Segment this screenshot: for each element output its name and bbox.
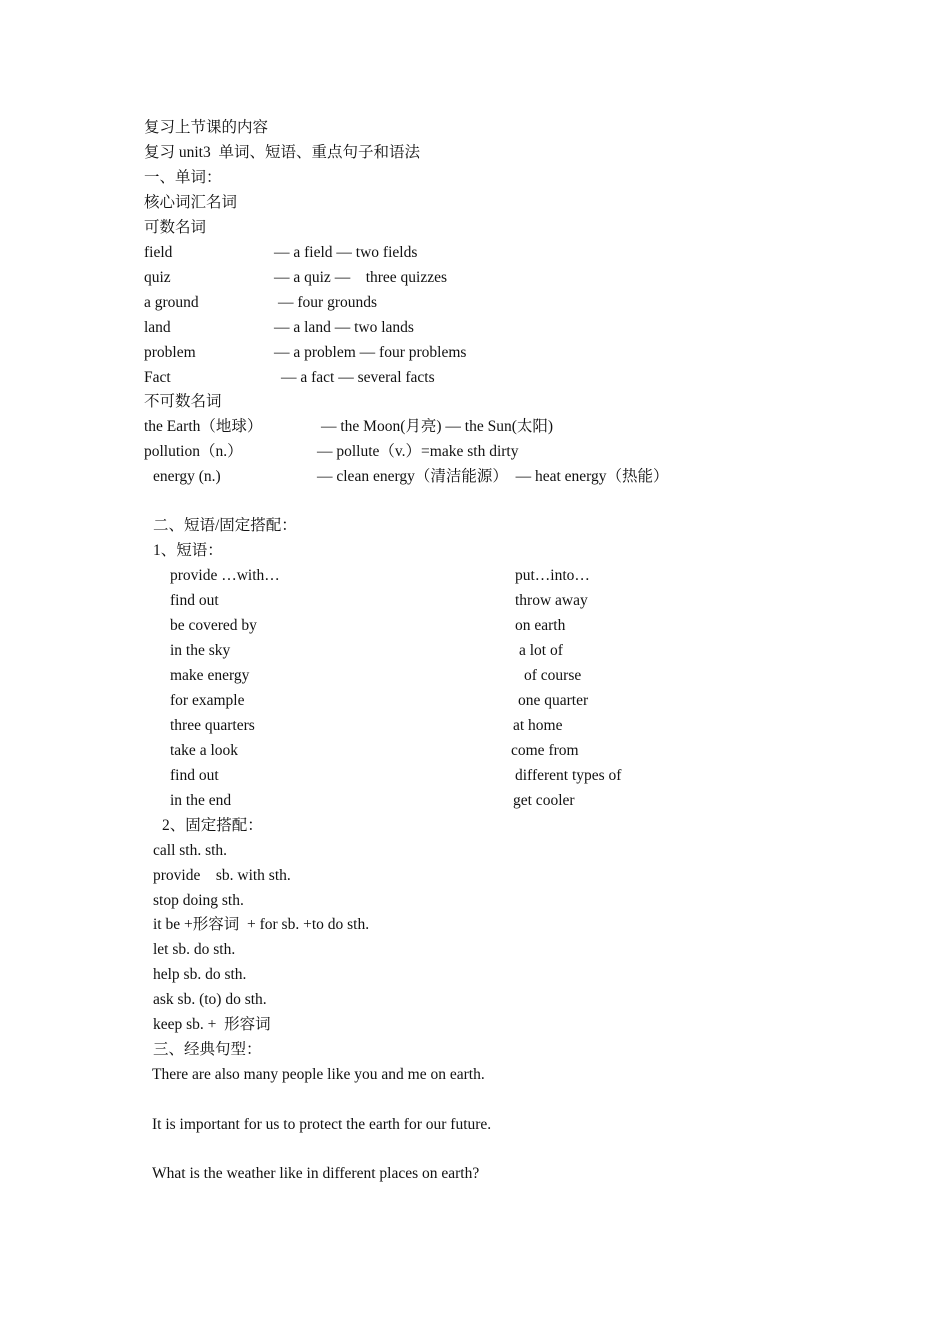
collocation-item: ask sb. (to) do sth. <box>153 991 267 1008</box>
section2-heading: 二、短语/固定搭配： <box>153 517 297 534</box>
uncountable-word: energy (n.) <box>153 468 221 485</box>
phrases-heading: 1、短语： <box>153 542 223 559</box>
phrase-right: put…into… <box>515 567 590 584</box>
uncountable-word: the Earth（地球） <box>144 418 263 435</box>
collocations-heading: 2、固定搭配： <box>162 817 263 834</box>
sentence-item: There are also many people like you and me on earth. <box>152 1066 485 1083</box>
countable-word: a ground <box>144 294 199 311</box>
phrase-right: a lot of <box>519 642 563 659</box>
phrase-right: of course <box>524 667 582 684</box>
collocation-item: provide sb. with sth. <box>153 867 291 884</box>
collocation-item: let sb. do sth. <box>153 941 236 958</box>
countable-forms: — a quiz — three quizzes <box>274 269 448 286</box>
phrase-right: at home <box>513 717 563 734</box>
phrase-left: find out <box>170 592 219 609</box>
uncountable-word: pollution（n.） <box>144 443 243 460</box>
phrase-right: one quarter <box>518 692 589 709</box>
phrase-left: in the end <box>170 792 232 809</box>
countable-forms: — a problem — four problems <box>274 344 467 361</box>
section1-heading: 一、单词： <box>144 169 222 186</box>
phrase-left: in the sky <box>170 642 231 659</box>
sentence-item: What is the weather like in different places on earth? <box>152 1165 480 1182</box>
phrase-right: different types of <box>515 767 622 784</box>
phrase-left: be covered by <box>170 617 257 634</box>
uncountable-heading: 不可数名词 <box>144 393 222 410</box>
countable-word: Fact <box>144 369 171 386</box>
phrase-right: throw away <box>515 592 588 609</box>
countable-heading: 可数名词 <box>144 219 207 236</box>
collocation-item: stop doing sth. <box>153 892 244 909</box>
uncountable-forms: — the Moon(月亮) — the Sun(太阳) <box>321 418 554 435</box>
phrase-right: on earth <box>515 617 566 634</box>
countable-forms: — a fact — several facts <box>281 369 435 386</box>
countable-forms: — four grounds <box>278 294 378 311</box>
collocation-item: it be +形容词 + for sb. +to do sth. <box>153 916 370 933</box>
countable-forms: — a land — two lands <box>274 319 414 336</box>
review-title: 复习上节课的内容 <box>144 119 269 136</box>
collocation-item: help sb. do sth. <box>153 966 247 983</box>
unit-title: 复习 unit3 单词、短语、重点句子和语法 <box>144 144 420 161</box>
sentence-item: It is important for us to protect the earth for our future. <box>152 1116 492 1133</box>
phrase-left: three quarters <box>170 717 255 734</box>
countable-word: problem <box>144 344 196 361</box>
phrase-left: take a look <box>170 742 239 759</box>
phrase-right: get cooler <box>513 792 575 809</box>
uncountable-forms: — pollute（v.）=make sth dirty <box>317 443 519 460</box>
countable-word: quiz <box>144 269 171 286</box>
countable-word: land <box>144 319 171 336</box>
countable-forms: — a field — two fields <box>274 244 418 261</box>
uncountable-forms: — clean energy（清洁能源） — heat energy（热能） <box>317 468 669 485</box>
phrase-left: make energy <box>170 667 250 684</box>
countable-word: field <box>144 244 173 261</box>
core-nouns-heading: 核心词汇名词 <box>144 194 238 211</box>
collocation-item: call sth. sth. <box>153 842 228 859</box>
collocation-item: keep sb. + 形容词 <box>153 1016 271 1033</box>
phrase-left: for example <box>170 692 245 709</box>
section3-heading: 三、经典句型： <box>153 1041 262 1058</box>
phrase-left: find out <box>170 767 219 784</box>
phrase-left: provide …with… <box>170 567 280 584</box>
phrase-right: come from <box>511 742 579 759</box>
